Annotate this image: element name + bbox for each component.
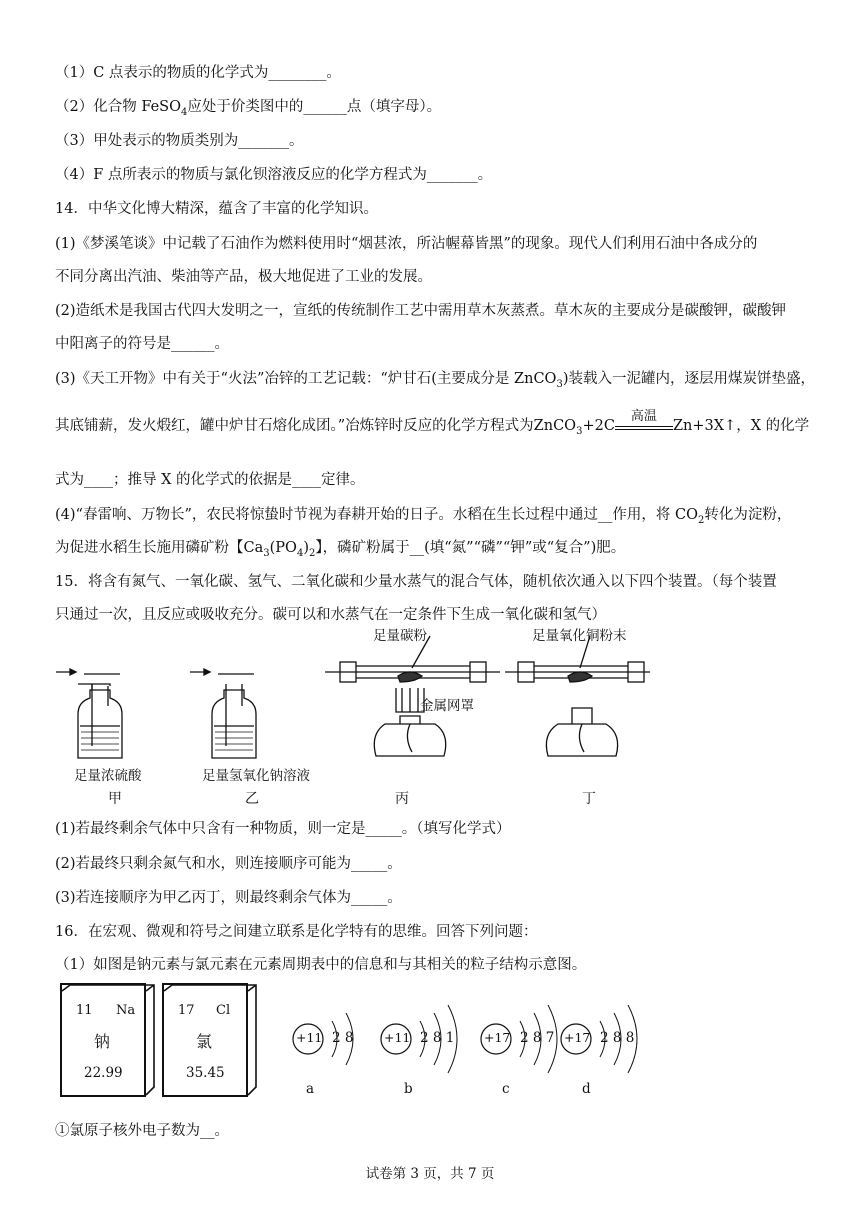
q14-p4b-text-end: 】，磷矿粉属于__(填“氮”“磷”“钾”或“复合”)肥。 [315, 540, 626, 556]
q14-p4a-text: (4)“春雷响、万物长”，农民将惊蛰时节视为春耕开始的日子。水稻在生长过程中通过__作用，将 CO [55, 507, 698, 523]
equation-condition: 高温 [630, 409, 657, 424]
q14-p4b-sub3: 2 [308, 547, 316, 559]
q14-p4b-mid2: ) [303, 540, 309, 556]
equation-left-end: +2C [582, 418, 615, 434]
atom-d-label: d [582, 1081, 591, 1097]
atom-a-nucleus: +11 [296, 1030, 323, 1045]
q16-stem: 16．在宏观、微观和符号之间建立联系是化学特有的思维。回答下列问题： [55, 924, 538, 940]
caption-bing: 丙 [395, 791, 409, 807]
q16-sub1: （1）如图是钠元素与氯元素在元素周期表中的信息和与其相关的粒子结构示意图。 [55, 957, 587, 973]
q14-p3a-subscript: 3 [556, 378, 563, 390]
atom-c-nucleus: +17 [484, 1030, 511, 1045]
atom-b-label: b [404, 1081, 413, 1097]
q14-p1a: (1)《梦溪笔谈》中记载了石油作为燃料使用时“烟甚浓，所沾幄幕皆黑”的现象。现代人们利用石油中各成分的 [55, 236, 758, 252]
atom-a-label: a [306, 1081, 315, 1097]
caption-jia: 甲 [108, 791, 122, 807]
q15-sub3: (3)若连接顺序为甲乙丙丁，则最终剩余气体为_____。 [55, 890, 402, 906]
q14-stem: 14．中华文化博大精深，蕴含了丰富的化学知识。 [55, 201, 378, 217]
equation-double-line [615, 426, 673, 430]
element-figure [60, 983, 680, 1103]
equation-arrow [615, 409, 673, 430]
q13-sub3: （3）甲处表示的物质类别为_______。 [55, 133, 304, 149]
q14-p4b [55, 536, 625, 559]
equation-left-subscript: 3 [576, 425, 583, 437]
q13-sub2-subscript: 4 [181, 106, 188, 118]
caption-ding: 丁 [582, 791, 596, 807]
atom-b-nucleus: +11 [384, 1030, 411, 1045]
q14-p4b-mid: (PO [269, 540, 297, 556]
atom-d-shells-text: 2 8 8 [600, 1030, 635, 1046]
q14-p3c: 式为____；推导 X 的化学式的依据是____定律。 [55, 472, 365, 488]
q14-p4a-subscript: 2 [697, 514, 705, 526]
atom-c-shells-text: 2 8 7 [520, 1030, 555, 1046]
cl-name: 氯 [196, 1032, 213, 1051]
na-atomic-mass: 22.99 [84, 1065, 123, 1081]
q14-p1b: 不同分离出汽油、柴油等产品，极大地促进了工业的发展。 [55, 269, 432, 285]
caption-yi: 乙 [245, 791, 259, 807]
label-bing-net: 金属网罩 [420, 698, 474, 714]
na-tile-3d-edge [60, 983, 160, 1103]
q14-p2b: 中阳离子的符号是______。 [55, 336, 229, 352]
label-bing-reagent: 足量碳粉 [373, 628, 427, 644]
na-name: 钠 [94, 1032, 111, 1051]
atom-a-shells-text: 2 8 [332, 1030, 354, 1046]
wash-bottle-yi [190, 669, 256, 758]
q16-question-a: ①氯原子核外电子数为__。 [55, 1123, 229, 1139]
atom-d-nucleus: +17 [564, 1030, 591, 1045]
q14-p4a [55, 503, 791, 526]
page-footer: 试卷第 3 页，共 7 页 [365, 1166, 495, 1182]
q14-p3a-text: (3)《天工开物》中有关于“火法”冶锌的工艺记载：“炉甘石(主要成分是 ZnCO [55, 371, 557, 387]
q14-p4b-sub2: 4 [296, 547, 304, 559]
cl-atomic-number: 17 [178, 1003, 195, 1018]
q15-stem1: 15．将含有氮气、一氧化碳、氢气、二氧化碳和少量水蒸气的混合气体，随机依次通入以下四个装置。（每个装置 [55, 574, 777, 590]
q14-p2a: (2)造纸术是我国古代四大发明之一，宣纸的传统制作工艺中需用草木灰蒸煮。草木灰的主要成分是碳酸钾，碳酸钾 [55, 303, 787, 319]
na-symbol: Na [116, 1003, 136, 1018]
wash-bottle-jia [56, 669, 122, 758]
equation-right: Zn+3X↑ [672, 418, 737, 434]
label-ding-reagent: 足量氧化铜粉末 [532, 628, 627, 644]
atom-b-shells-text: 2 8 1 [420, 1030, 455, 1046]
q14-p3b [55, 409, 810, 437]
q13-sub2-text: （2）化合物 FeSO [55, 99, 182, 115]
chemical-equation [533, 409, 737, 437]
apparatus-figure [50, 628, 690, 818]
q13-sub2 [55, 95, 441, 118]
q15-stem2: 只通过一次，且反应或吸收充分。碳可以和水蒸气在一定条件下生成一氧化碳和氢气） [55, 607, 606, 623]
q14-p4a-text-end: 转化为淀粉， [704, 507, 792, 523]
tube-burner-ding [505, 636, 650, 756]
cl-symbol: Cl [216, 1003, 231, 1018]
q14-p3a-text-end: )装载入一泥罐内，逐层用煤炭饼垫盛， [562, 371, 815, 387]
q13-sub2-text-end: 应处于价类图中的______点（填字母）。 [187, 99, 442, 115]
q14-p3b-text-end: ，X 的化学 [736, 418, 810, 434]
equation-left: ZnCO [533, 418, 577, 434]
atom-c-label: c [502, 1081, 510, 1097]
cl-atomic-mass: 35.45 [186, 1065, 225, 1081]
q15-sub2: (2)若最终只剩余氮气和水，则连接顺序可能为_____。 [55, 856, 402, 872]
atom-a [290, 1003, 380, 1103]
q13-sub1: （1）C 点表示的物质的化学式为________。 [55, 65, 341, 81]
label-jia-reagent: 足量浓硫酸 [74, 768, 142, 784]
q15-sub1: (1)若最终剩余气体中只含有一种物质，则一定是_____。（填写化学式） [55, 821, 511, 837]
atom-b [378, 1003, 478, 1103]
q14-p4b-sub1: 3 [263, 547, 270, 559]
na-atomic-number: 11 [76, 1003, 93, 1018]
q14-p3b-text: 其底铺薪，发火煅红，罐中炉甘石熔化成团。”冶炼锌时反应的化学方程式为 [55, 418, 534, 434]
label-yi-reagent: 足量氢氧化钠溶液 [202, 768, 310, 784]
q14-p4b-text: 为促进水稻生长施用磷矿粉【Ca [55, 540, 264, 556]
q13-sub4: （4）F 点所表示的物质与氯化钡溶液反应的化学方程式为_______。 [55, 167, 493, 183]
atom-d [558, 1003, 668, 1103]
cl-tile-3d-edge [162, 983, 262, 1103]
q14-p3a [55, 367, 815, 390]
